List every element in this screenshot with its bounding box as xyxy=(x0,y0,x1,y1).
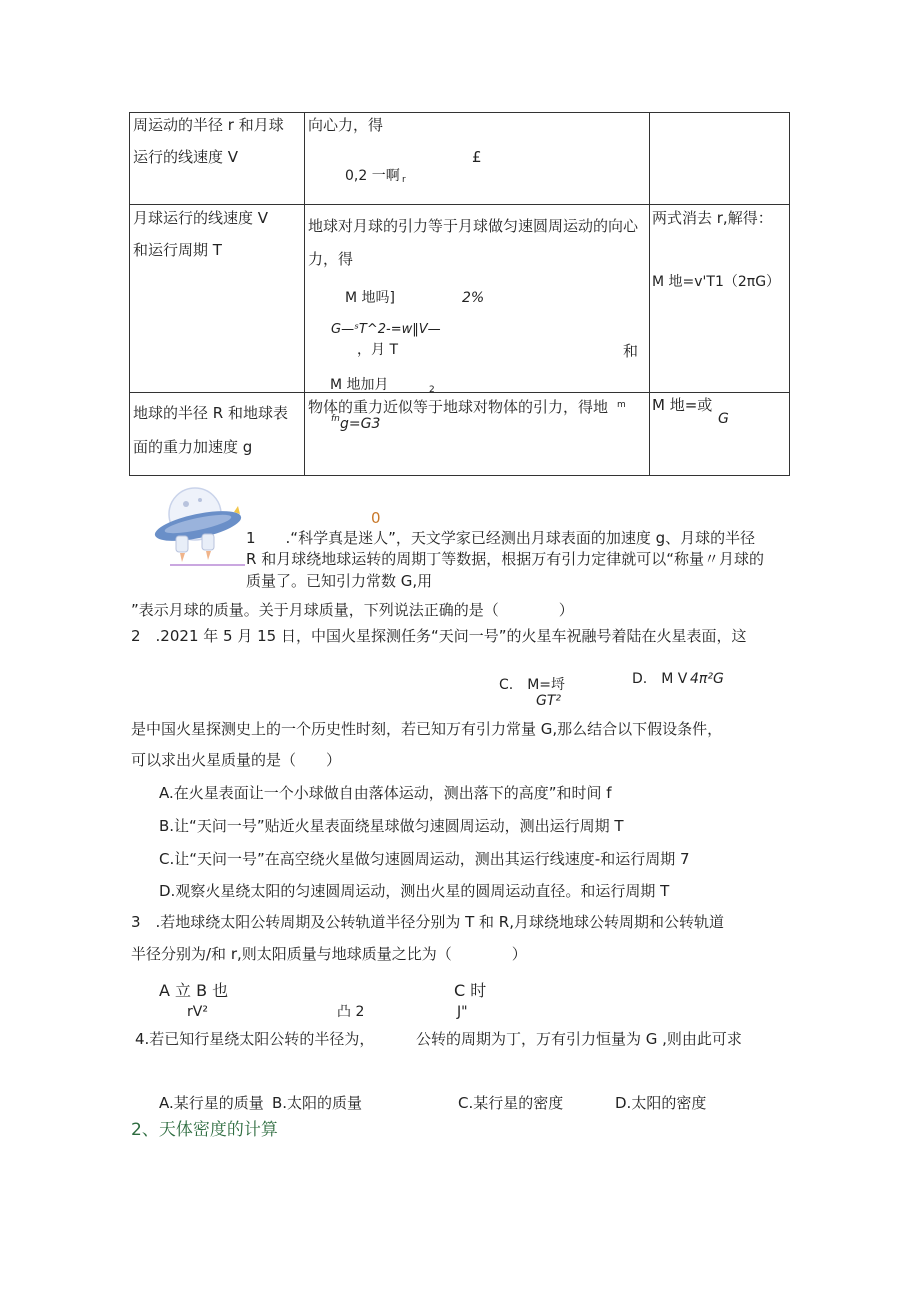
section-heading: 2、天体密度的计算 xyxy=(131,1120,278,1140)
r1c1-line2: 运行的线速度 V xyxy=(133,148,239,166)
q1-line4: ”表示月球的质量。关于月球质量，下列说法正确的是（ ） xyxy=(131,601,574,619)
q2-option-c: C. M=埒 xyxy=(499,677,566,693)
r2c1-line2: 和运行周期 T xyxy=(133,241,222,259)
q2-option-c-denominator: GT² xyxy=(536,693,562,709)
r3c2-sup: m xyxy=(617,400,626,410)
r3c2-line2a: fn xyxy=(331,414,340,424)
r2c2-line1: 地球对月球的引力等于月球做匀速圆周运动的向心 xyxy=(308,217,639,235)
q1-line2: R 和月球绕地球运转的周期丁等数据，根据万有引力定律就可以“称量〃月球的 xyxy=(246,550,764,568)
r3c1-line1: 地球的半径 R 和地球表 xyxy=(133,404,288,422)
r2c1-line1: 月球运行的线速度 V xyxy=(133,209,269,227)
r3c1-line2: 面的重力加速度 g xyxy=(133,438,253,456)
r1c2-symbol: £ xyxy=(472,148,482,166)
q2-line1: 2 .2021 年 5 月 15 日，中国火星探测任务“天问一号”的火星车祝融号着陆在火星表面，这 xyxy=(131,627,747,645)
q4-line1a: 4.若已知行星绕太阳公转的半径为， xyxy=(135,1030,375,1048)
q2-option-d: D. M V xyxy=(632,671,688,687)
q4-option-c: C.某行星的密度 xyxy=(458,1094,564,1112)
q4-option-b: B.太阳的质量 xyxy=(272,1094,363,1112)
q3-den-1: rV² xyxy=(187,1004,208,1020)
table-divider xyxy=(304,113,305,475)
q4-option-a: A.某行星的质量 xyxy=(159,1094,264,1112)
r3c2-line1: 物体的重力近似等于地球对物体的引力，得地 xyxy=(308,398,609,416)
q1-line3: 质量了。已知引力常数 G,用 xyxy=(246,572,433,590)
q2-option-d-text: D.观察火星绕太阳的匀速圆周运动，测出火星的圆周运动直径。和运行周期 T xyxy=(159,882,670,900)
q3-line2: 半径分别为/和 r,则太阳质量与地球质量之比为（ ） xyxy=(131,945,527,963)
r2c2-formula4-sub: 2 xyxy=(429,385,435,395)
r2c2-he: 和 xyxy=(623,342,639,360)
q3-line1: 3 .若地球绕太阳公转周期及公转轨道半径分别为 T 和 R,月球绕地球公转周期和公转轨道 xyxy=(131,913,724,931)
r3c3-line1: M 地=或 xyxy=(652,396,713,414)
q4-line1b: 公转的周期为丁，万有引力恒量为 G ,则由此可求 xyxy=(416,1030,742,1048)
table-divider xyxy=(649,113,650,475)
q2-line2: 是中国火星探测史上的一个历史性时刻，若已知万有引力常量 G,那么结合以下假设条件， xyxy=(131,720,723,738)
q3-option-c: C 时 xyxy=(454,981,487,1000)
table-divider xyxy=(130,392,789,393)
table-divider xyxy=(130,204,789,205)
r1c2-formula: 0,2 一啊 xyxy=(345,168,400,184)
q1-line1: 1 .“科学真是迷人”，天文学家已经测出月球表面的加速度 g、月球的半径 xyxy=(246,529,756,547)
r2c2-formula3: ，月 T xyxy=(357,342,399,358)
q2-option-d-formula: 4π²G xyxy=(690,671,724,687)
r2c3-formula: M 地=v'T1（2πG） xyxy=(652,274,781,290)
r2c3-line1: 两式消去 r,解得： xyxy=(652,209,773,227)
r2c2-line2: 力，得 xyxy=(308,250,354,268)
r2c2-formula1: M 地吗] xyxy=(345,290,395,306)
q2-line3: 可以求出火星质量的是（ ） xyxy=(131,751,342,769)
r2c2-formula4: M 地加月 xyxy=(330,377,389,393)
q1-marker: 0 xyxy=(371,509,381,527)
q2-option-b: B.让“天问一号”贴近火星表面绕星球做匀速圆周运动，测出运行周期 T xyxy=(159,817,624,835)
q3-den-3: J" xyxy=(457,1004,468,1020)
q2-option-c-text: C.让“天问一号”在高空绕火星做匀速圆周运动，测出其运行线速度-和运行周期 7 xyxy=(159,850,690,868)
q3-den-2: 凸 2 xyxy=(337,1004,365,1020)
r2c2-formula2: G—ˢT^2-=w‖V— xyxy=(331,322,441,337)
q3-options-ab: A 立 B 也 xyxy=(159,981,229,1000)
q4-option-d: D.太阳的密度 xyxy=(615,1094,707,1112)
r2c2-formula1b: 2% xyxy=(462,290,485,306)
r3c2-line2b: g=G3 xyxy=(340,416,381,432)
r1c2-line1: 向心力，得 xyxy=(308,116,384,134)
q2-option-a: A.在火星表面让一个小球做自由落体运动，测出落下的高度”和时间 f xyxy=(159,784,612,802)
r1c1-line1: 周运动的半径 r 和月球 xyxy=(133,116,284,134)
spaceship-illustration xyxy=(140,480,252,570)
r3c3-line2: G xyxy=(718,411,729,427)
r1c2-sub: r xyxy=(402,175,406,185)
